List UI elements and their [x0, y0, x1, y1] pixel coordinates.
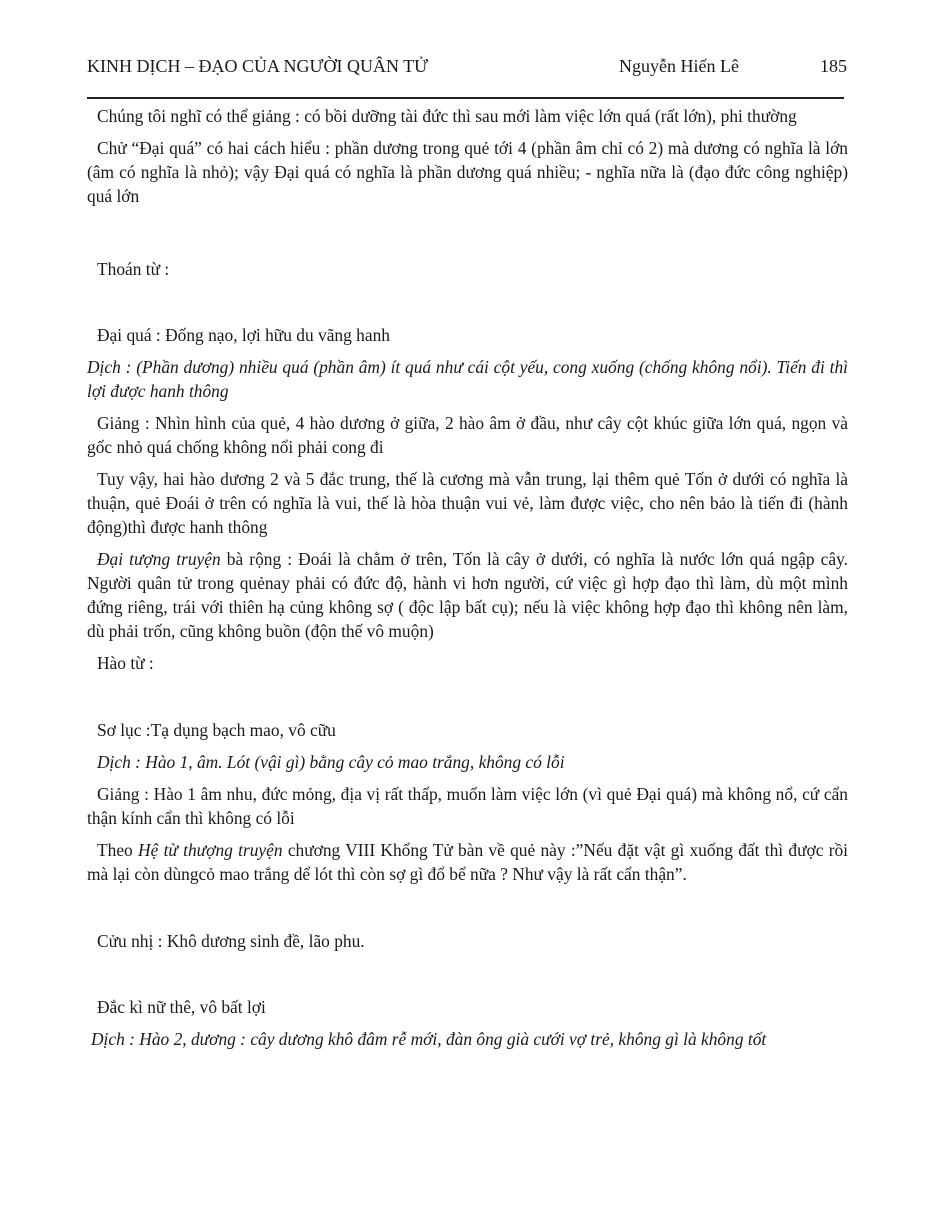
so-luc-explanation: Giảng : Hào 1 âm nhu, đức mỏng, địa vị rất thấp, muốn làm việc lớn (vì quẻ Đại quá) mà không nổ, cứ cẩn thận kính cẩn thì không có lỗi: [87, 784, 848, 828]
book-title: KINH DỊCH – ĐẠO CỦA NGƯỜI QUÂN TỬ: [87, 56, 429, 76]
author-name: Nguyễn Hiến Lê: [619, 56, 739, 76]
so-luc-text: Sơ lục :Tạ dụng bạch mao, vô cữu: [97, 720, 336, 740]
heading-thoan-tu: Thoán từ :: [97, 259, 170, 279]
header-rule: [87, 97, 844, 99]
he-tu-prefix: Theo: [97, 840, 139, 860]
thoan-tu-explanation: Giảng : Nhìn hình của quẻ, 4 hào dương ở giữa, 2 hào âm ở đầu, như cây cột khúc giữa lớn quá, ngọn và gốc nhỏ quá chống không nổi phải cong đi: [87, 413, 848, 457]
thoan-tu-text: Đại quá : Đống nạo, lợi hữu du vãng hanh: [97, 325, 390, 345]
page-header: [87, 56, 847, 82]
heading-hao-tu: Hào từ :: [97, 653, 154, 673]
he-tu-text: chương VIII Khổng Tử bàn về quẻ này :”Nếu đặt vật gì xuống đất thì được rồi mà lại còn dùngcỏ mao trắng dể lót thì còn sợ gì đổ bể nữa ? Như vậy là rất cẩn thận”.: [87, 840, 849, 884]
page-number: 185: [820, 56, 847, 76]
dac-ki-text: Đắc kì nữ thê, vô bất lợi: [97, 997, 266, 1017]
paragraph-intro: Chúng tôi nghĩ có thể giảng : có bồi dưỡng tài đức thì sau mới làm việc lớn quá (rất lớn), phi thường: [97, 106, 797, 126]
paragraph-dai-qua-meaning: Chử “Đại quá” có hai cách hiểu : phần dương trong quẻ tới 4 (phần âm chỉ có 2) mà dương có nghĩa là lớn (âm có nghĩa là nhỏ); vậy Đại quá có nghĩa là phần dương quá nhiều; - nghĩa nữa là (đạo đức công nghiệp) quá lớn: [87, 138, 848, 206]
he-tu-title: Hệ từ thượng truyện: [138, 840, 283, 860]
cuu-nhi-text: Cửu nhị : Khô dương sinh đề, lão phu.: [97, 931, 365, 951]
so-luc-translation: Dịch : Hào 1, âm. Lót (vậi gì) bằng cây cỏ mao trắng, không có lỗi: [97, 752, 565, 772]
dai-tuong-truyen-text: bà rộng : Đoái là chằm ở trên, Tốn là cây ở dưới, có nghĩa là nước lớn quá ngập cây. Người quân tử trong quẻnay phải có đức độ, hành vi hơn người, cứ việc gì hợp đạo thì làm, dù một mình đứng riêng, trái với thiên hạ củng không sợ ( độc lập bất cụ); nếu là việc không hợp đạo thì không nên làm, dù phải trốn, cũng không buồn (độn thế vô muộn): [87, 549, 848, 641]
thoan-tu-explanation-2: Tuy vậy, hai hào dương 2 và 5 đắc trung, thế là cương mà vẫn trung, lại thêm quẻ Tốn ở dưới có nghĩa là thuận, quẻ Đoái ở trên có nghĩa là vui, thế là hòa thuận vui vẻ, làm được việc, cho nên bảo là tiến đi (hành động)thì được hanh thông: [87, 469, 848, 537]
he-tu-paragraph: [87, 838, 848, 886]
page-body: [87, 104, 848, 1051]
thoan-tu-translation: Dịch : (Phần dương) nhiều quá (phần âm) ít quá như cái cột yếu, cong xuống (chống không nổi). Tiến đi thì lợi được hanh thông: [87, 357, 848, 401]
dai-tuong-truyen-paragraph: [87, 547, 848, 643]
dai-tuong-truyen-title: Đại tượng truyện: [97, 549, 221, 569]
cuu-nhi-translation: Dịch : Hào 2, dương : cây dương khô đâm rễ mới, đàn ông già cưới vợ trẻ, không gì là không tốt: [91, 1029, 767, 1049]
